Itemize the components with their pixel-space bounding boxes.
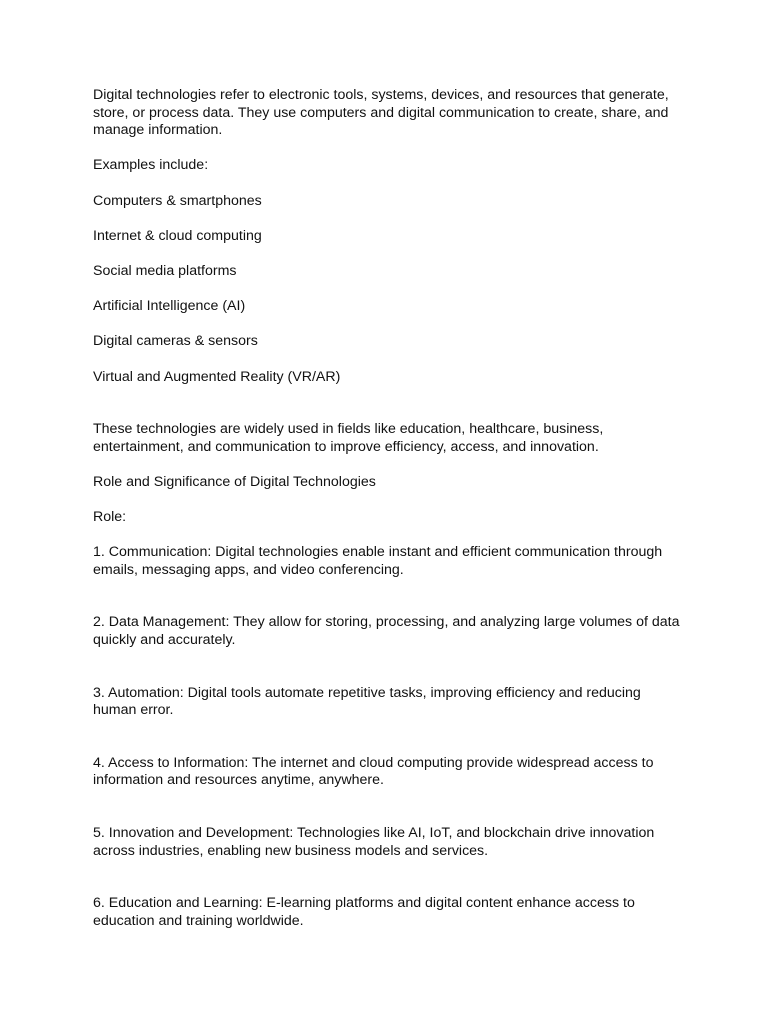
example-item: Social media platforms <box>93 262 237 279</box>
example-item: Internet & cloud computing <box>93 227 262 244</box>
example-item: Virtual and Augmented Reality (VR/AR) <box>93 368 341 385</box>
role-item: 5. Innovation and Development: Technologies like AI, IoT, and blockchain drive innovation across industries, enabling new business models and services. <box>93 825 655 859</box>
role-item: 3. Automation: Digital tools automate repetitive tasks, improving efficiency and reducing human error. <box>93 684 641 719</box>
role-heading: Role: <box>93 509 127 526</box>
document-page <box>93 87 683 930</box>
section-title: Role and Significance of Digital Technologies <box>93 473 376 490</box>
example-item: Artificial Intelligence (AI) <box>93 298 246 315</box>
example-item: Digital cameras & sensors <box>93 333 258 350</box>
usage-paragraph: These technologies are widely used in fields like education, healthcare, business, entertainment, and communication to improve efficiency, access, and innovation. <box>93 421 604 455</box>
role-item: 2. Data Management: They allow for storing, processing, and analyzing large volumes of data quickly and accurately. <box>93 614 680 649</box>
role-item: 6. Education and Learning: E-learning platforms and digital content enhance access to education and training worldwide. <box>93 895 635 929</box>
role-item: 4. Access to Information: The internet and cloud computing provide widespread access to information and resources anytime, anywhere. <box>93 754 654 789</box>
example-item: Computers & smartphones <box>93 192 262 209</box>
role-item: 1. Communication: Digital technologies enable instant and efficient communication through emails, messaging apps, and video conferencing. <box>93 544 663 578</box>
intro-paragraph: Digital technologies refer to electronic tools, systems, devices, and resources that generate, store, or process data. They use computers and digital communication to create, share, and manage information. <box>93 87 669 139</box>
examples-heading: Examples include: <box>93 157 209 174</box>
